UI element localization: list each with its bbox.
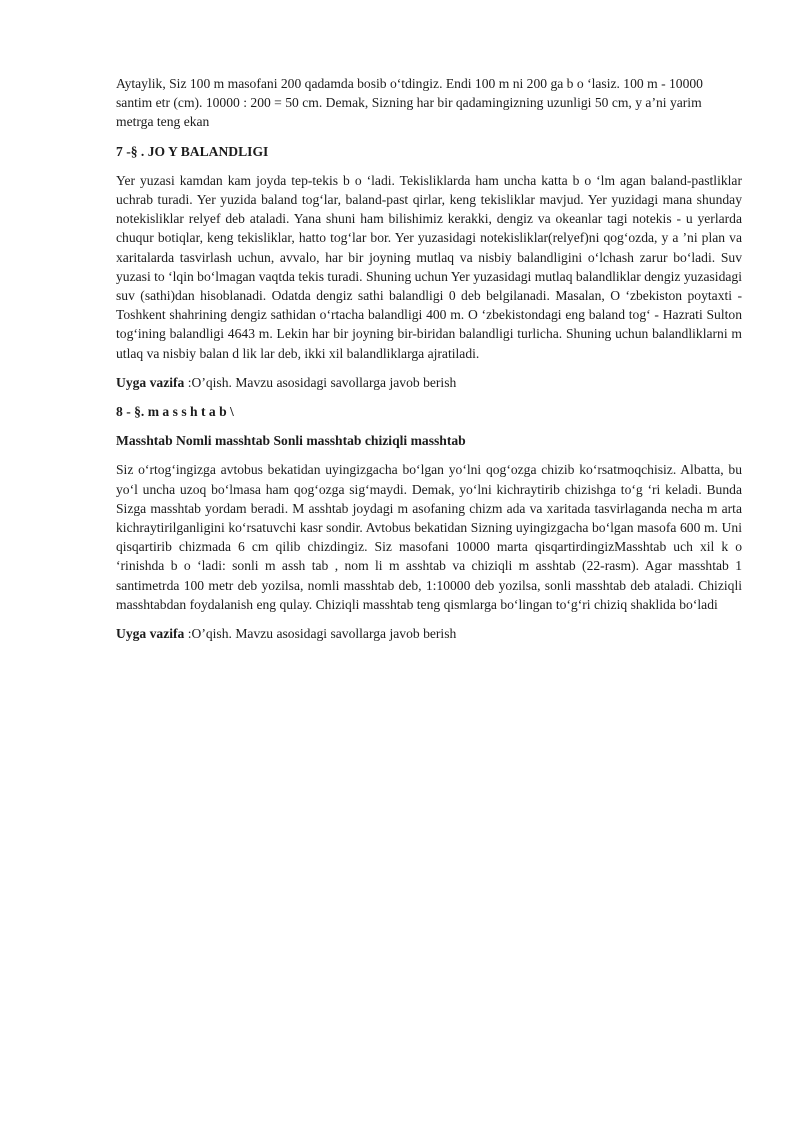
homework-label: Uyga vazifa <box>116 626 185 642</box>
section-8-subheading: Masshtab Nomli masshtab Sonli masshtab chiziqli masshtab <box>116 433 466 449</box>
section-7-heading: 7 -§ . JO Y BALANDLIGI <box>116 143 269 159</box>
intro-paragraph: Aytaylik, Siz 100 m masofani 200 qadamda bosib o‘tdingiz. Endi 100 m ni 200 ga b o ‘lasiz. 100 m - 10000 santim etr (cm). 10000 : 200 = 50 cm. Demak, Sizning har bir qadamingizning uzunligi 50 cm, y a’ni yarim metrga teng ekan <box>116 76 703 130</box>
homework-text: :O’qish. Mavzu asosidagi savollarga javob berish <box>184 626 457 642</box>
section-8-homework <box>116 624 742 643</box>
section-8-heading: 8 - §. m a s s h t a b \ <box>116 404 234 420</box>
document-page <box>116 74 742 653</box>
section-7-homework <box>116 373 742 392</box>
homework-text: :O’qish. Mavzu asosidagi savollarga javob berish <box>184 374 457 390</box>
homework-label: Uyga vazifa <box>116 374 185 390</box>
section-7-paragraph: Yer yuzasi kamdan kam joyda tep-tekis b o ‘ladi. Tekisliklarda ham uncha katta b o ‘lm agan baland-pastliklar uchrab turadi. Yer yuzida baland tog‘lar, baland-past qirlar, keng tekisliklar mavjud. Yer yuzidagi mana shunday notekisliklar relyef deb ataladi. Yana shuni ham bilishimiz kerakki, dengiz va okeanlar tagi notekis - u yerlarda chuqur botiqlar, keng tekisliklar, hatto tog‘lar bor. Yer yuzasidagi notekisliklar(relyef)ni qog‘ozda, y a ’ni plan va xaritalarda tasvirlash uchun, avvalo, har bir joyning mutlaq va nisbiy balandligini o‘lchash zarur bo‘ladi. Suv yuzasi to ‘lqin bo‘lmagan vaqtda tekis turadi. Shuning uchun Yer yuzasidagi mutlaq balandliklar dengiz yuzasidagi suv (sathi)dan hisoblanadi. Odatda dengiz sathi balandligi 0 deb belgilanadi. Masalan, O ‘zbekiston poytaxti - Toshkent shahrining dengiz sathidan o‘rtacha balandligi 400 m. O ‘zbekistondagi eng baland tog‘ - Hazrati Sulton tog‘ining balandligi 4643 m. Lekin har bir joyning bir-biridan balandligi turlicha. Shuning uchun balandliklarni m utlaq va nisbiy balan d lik lar deb, ikki xil balandliklarga ajratiladi. <box>116 172 742 361</box>
section-8-paragraph: Siz o‘rtog‘ingizga avtobus bekatidan uyingizgacha bo‘lgan yo‘lni qog‘ozga chizib ko‘rsatmoqchisiz. Albatta, bu yo‘l uncha uzoq bo‘lmasa ham qog‘ozga sig‘maydi. Demak, yo‘lni kichraytirib chizishga to‘g ‘ri keladi. Bunda Sizga masshtab yordam beradi. M asshtab joydagi m asofaning chizm ada va xaritada tasvirlaganda necha m arta kichraytirilganligini ko‘rsatuvchi kasr sondir. Avtobus bekatidan Sizning uyingizgacha bo‘lgan masofa 600 m. Uni qisqartirib chizmada 6 cm qilib chizdingiz. Siz masofani 10000 marta qisqartirdingizMasshtab uch xil k o ‘rinishda b o ‘ladi: sonli m assh tab , nom li m asshtab va chiziqli m asshtab (22-rasm). Agar masshtab 1 santimetrda 100 metr deb yozilsa, nomli masshtab deb, 1:10000 deb yozilsa, sonli masshtab deb ataladi. Chiziqli masshtabdan foydalanish eng qulay. Chiziqli masshtab teng qismlarga bo‘lingan to‘g‘ri chiziq shaklida bo‘ladi <box>116 462 742 612</box>
